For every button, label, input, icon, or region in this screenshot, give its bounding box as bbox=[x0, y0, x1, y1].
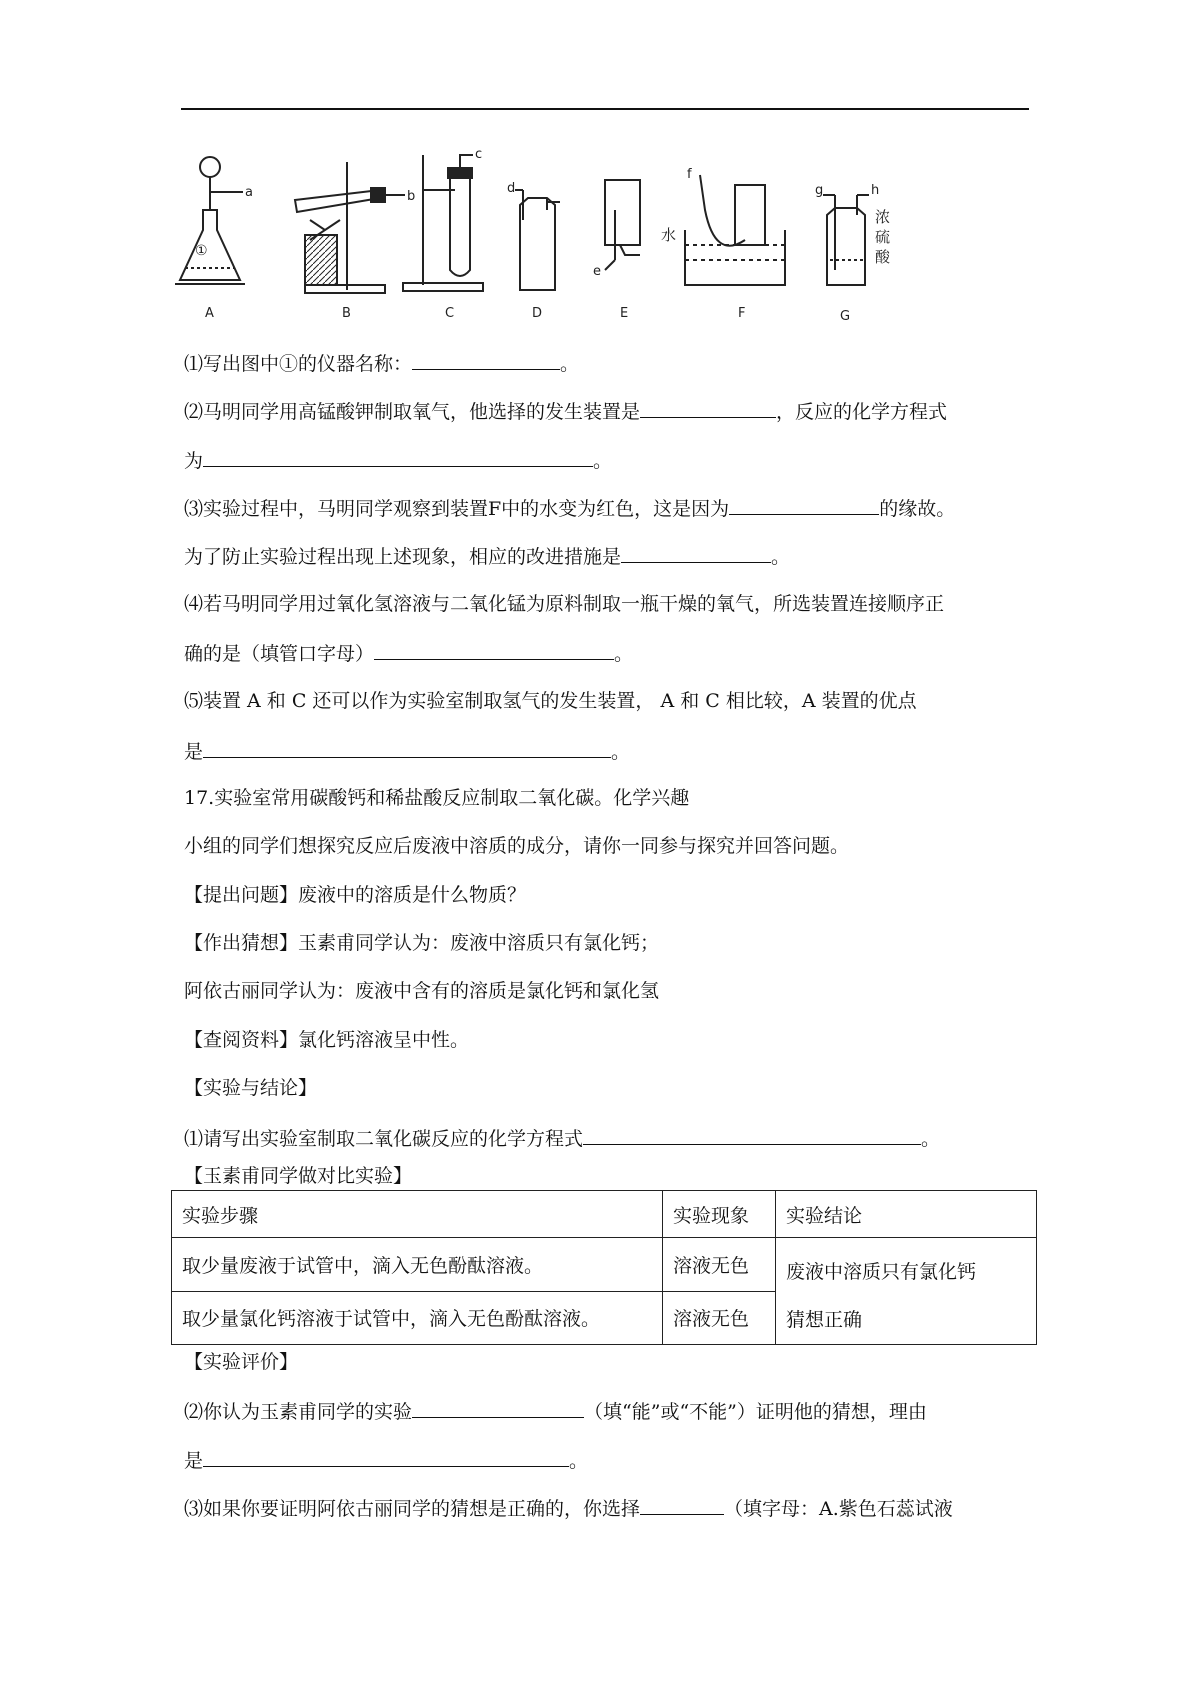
apparatus-figure bbox=[175, 150, 995, 330]
hypothesis-1: 【作出猜想】玉素甫同学认为：废液中溶质只有氯化钙； bbox=[184, 932, 660, 954]
table-cell-phenomenon: 溶液无色 bbox=[663, 1238, 776, 1292]
acid-label-3: 酸 bbox=[875, 248, 891, 266]
question-5b: 是 。 bbox=[184, 738, 630, 764]
problem-17-intro: 17.实验室常用碳酸钙和稀盐酸反应制取二氧化碳。化学兴趣 bbox=[184, 787, 690, 809]
experiment-q3: ⑶如果你要证明阿依古丽同学的猜想是正确的，你选择 （填字母：A.紫色石蕊试液 bbox=[184, 1495, 953, 1521]
experiment-q2a: ⑵你认为玉素甫同学的实验 （填“能”或“不能”）证明他的猜想，理由 bbox=[184, 1398, 927, 1424]
apparatus-a-drawing bbox=[175, 157, 245, 284]
experiment-q1: ⑴请写出实验室制取二氧化碳反应的化学方程式 。 bbox=[184, 1125, 940, 1151]
table-header-cell: 实验现象 bbox=[663, 1191, 776, 1238]
table-cell-conclusion: 废液中溶质只有氯化钙 猜想正确 bbox=[776, 1238, 1037, 1345]
contrast-heading: 【玉素甫同学做对比实验】 bbox=[184, 1165, 413, 1187]
table-header-row bbox=[172, 1191, 1037, 1238]
table-cell-step: 取少量废液于试管中，滴入无色酚酞溶液。 bbox=[172, 1238, 663, 1292]
apparatus-label-f: F bbox=[738, 306, 746, 321]
apparatus-label-e: E bbox=[620, 306, 629, 321]
header-rule bbox=[181, 108, 1029, 110]
answer-blank-q2-device[interactable] bbox=[640, 398, 776, 418]
answer-blank-e2-can[interactable] bbox=[412, 1398, 584, 1418]
apparatus-label-g: G bbox=[840, 309, 851, 324]
hypothesis-2: 阿依古丽同学认为：废液中含有的溶质是氯化钙和氯化氢 bbox=[184, 980, 660, 1002]
table-header-cell: 实验结论 bbox=[776, 1191, 1037, 1238]
apparatus-label-d: D bbox=[532, 306, 543, 321]
table-row bbox=[172, 1238, 1037, 1292]
evaluation-heading: 【实验评价】 bbox=[184, 1351, 299, 1373]
answer-blank-e1[interactable] bbox=[583, 1125, 921, 1145]
tube-letter-h: h bbox=[871, 183, 880, 198]
tube-letter-c: c bbox=[475, 150, 483, 162]
question-5a: ⑸装置 A 和 C 还可以作为实验室制取氢气的发生装置， A 和 C 相比较，A 装置的优点 bbox=[184, 690, 917, 712]
apparatus-c-drawing bbox=[403, 155, 483, 291]
question-1: ⑴写出图中①的仪器名称： 。 bbox=[184, 350, 579, 376]
experiment-q2b: 是 。 bbox=[184, 1447, 588, 1473]
answer-blank-q3-reason[interactable] bbox=[729, 495, 879, 515]
question-2a: ⑵马明同学用高锰酸钾制取氧气，他选择的发生装置是 ，反应的化学方程式 bbox=[184, 398, 947, 424]
tube-letter-a: a bbox=[245, 185, 253, 200]
acid-label-2: 硫 bbox=[875, 228, 891, 246]
answer-blank-q5[interactable] bbox=[203, 738, 611, 758]
apparatus-f-drawing bbox=[685, 175, 785, 285]
question-4a: ⑷若马明同学用过氧化氢溶液与二氧化锰为原料制取一瓶干燥的氧气，所选装置连接顺序正 bbox=[184, 593, 945, 615]
answer-blank-q4[interactable] bbox=[374, 640, 614, 660]
question-3a: ⑶实验过程中，马明同学观察到装置F中的水变为红色，这是因为 的缘故。 bbox=[184, 495, 955, 521]
apparatus-b-drawing bbox=[295, 162, 405, 293]
experiment-heading: 【实验与结论】 bbox=[184, 1077, 318, 1099]
apparatus-g-drawing bbox=[823, 195, 869, 285]
table-header-cell: 实验步骤 bbox=[172, 1191, 663, 1238]
tube-letter-g: g bbox=[815, 183, 824, 198]
table-cell-step: 取少量氯化钙溶液于试管中，滴入无色酚酞溶液。 bbox=[172, 1291, 663, 1345]
answer-blank-q1[interactable] bbox=[412, 350, 560, 370]
apparatus-d-drawing bbox=[515, 190, 560, 290]
ask-question: 【提出问题】废液中的溶质是什么物质？ bbox=[184, 884, 527, 906]
water-label: 水 bbox=[661, 226, 677, 244]
question-4b: 确的是（填管口字母） 。 bbox=[184, 640, 633, 666]
reference-info: 【查阅资料】氯化钙溶液呈中性。 bbox=[184, 1029, 470, 1051]
experiment-table bbox=[171, 1190, 1037, 1345]
answer-blank-e2-reason[interactable] bbox=[203, 1447, 569, 1467]
question-2b: 为 。 bbox=[184, 447, 612, 473]
acid-label-1: 浓 bbox=[875, 208, 891, 226]
answer-blank-q2-equation[interactable] bbox=[203, 447, 593, 467]
apparatus-label-b: B bbox=[342, 306, 351, 321]
apparatus-label-a: A bbox=[205, 306, 214, 321]
answer-blank-q3-fix[interactable] bbox=[621, 543, 771, 563]
table-cell-phenomenon: 溶液无色 bbox=[663, 1291, 776, 1345]
answer-blank-e3[interactable] bbox=[640, 1495, 724, 1515]
apparatus-e-drawing bbox=[605, 180, 640, 270]
question-3b: 为了防止实验过程出现上述现象，相应的改进措施是 。 bbox=[184, 543, 790, 569]
problem-17-intro-cont: 小组的同学们想探究反应后废液中溶质的成分，请你一同参与探究并回答问题。 bbox=[184, 835, 850, 857]
tube-letter-e: e bbox=[593, 264, 601, 279]
tube-letter-b: b bbox=[407, 189, 416, 204]
tube-letter-d: d bbox=[507, 181, 516, 196]
mark-1: ① bbox=[195, 243, 208, 259]
apparatus-label-c: C bbox=[445, 306, 455, 321]
tube-letter-f: f bbox=[687, 167, 692, 182]
